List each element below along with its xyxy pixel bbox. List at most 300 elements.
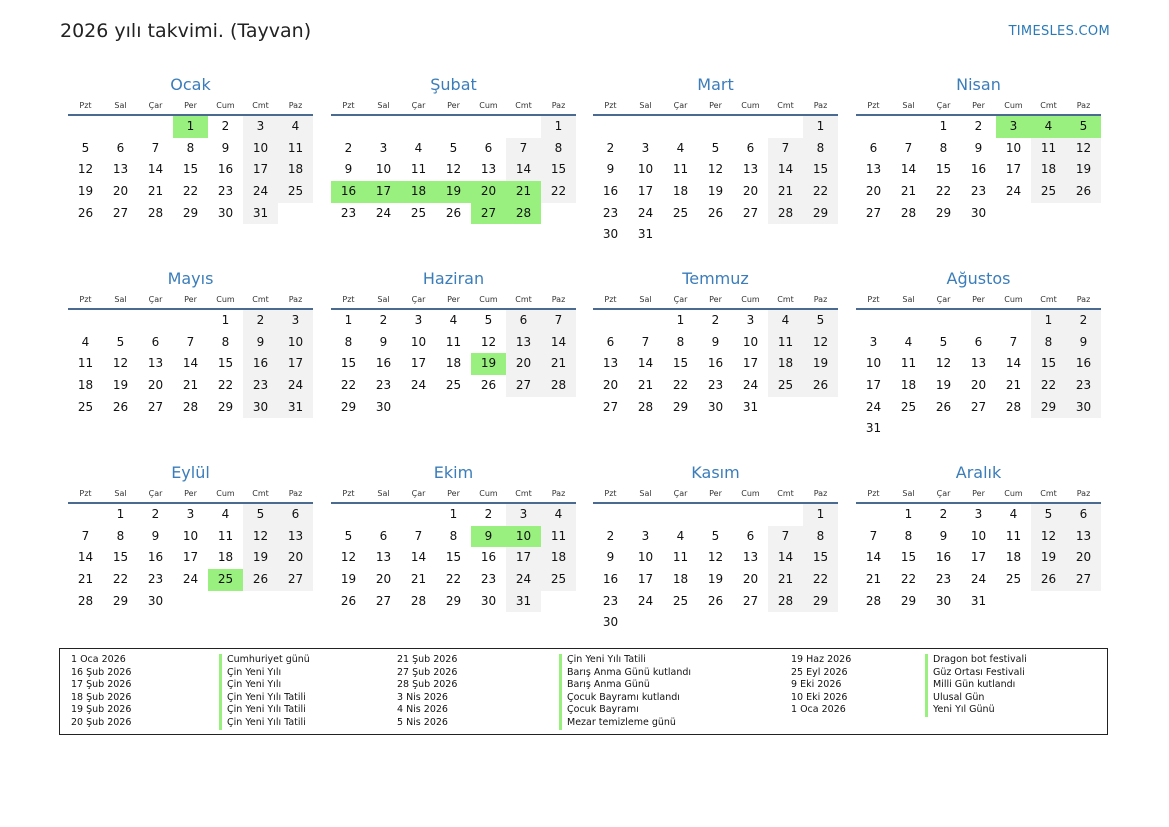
day-cell: 11 bbox=[541, 526, 576, 548]
legend-holiday-date: 18 Şub 2026 bbox=[71, 691, 132, 703]
day-cell: 3 bbox=[974, 507, 983, 521]
day-cell: 15 bbox=[182, 162, 199, 177]
day-cell: 8 bbox=[939, 140, 948, 155]
month-name: Şubat bbox=[430, 75, 477, 94]
weekday-label: Cmt bbox=[777, 100, 794, 110]
day-cell: 9 bbox=[344, 162, 353, 177]
day-cell: 7 bbox=[869, 528, 878, 543]
day-cell: 1 bbox=[116, 507, 125, 521]
day-cell: 27 bbox=[1066, 569, 1101, 591]
day-cell: 14 bbox=[77, 550, 94, 565]
day-cell: 25 bbox=[410, 205, 427, 220]
day-cell: 30 bbox=[970, 205, 987, 220]
day-cell: 19 bbox=[243, 547, 278, 569]
month-block bbox=[593, 268, 838, 418]
weekday-label: Sal bbox=[377, 488, 390, 498]
day-grid bbox=[68, 504, 313, 612]
day-cell: 14 bbox=[768, 159, 803, 181]
legend-holiday-name: Mezar temizleme günü bbox=[559, 717, 691, 730]
day-cell: 17 bbox=[1005, 162, 1022, 177]
day-cell: 14 bbox=[1005, 356, 1022, 371]
day-cell: 9 bbox=[379, 334, 388, 349]
day-cell: 27 bbox=[970, 399, 987, 414]
weekday-label: Çar bbox=[673, 294, 688, 304]
empty-cell bbox=[103, 310, 138, 332]
legend-holiday-name: Çocuk Bayramı bbox=[559, 704, 691, 717]
legend-holiday-name: Çocuk Bayramı kutlandı bbox=[559, 692, 691, 705]
day-cell: 26 bbox=[77, 205, 94, 220]
day-cell: 11 bbox=[410, 162, 427, 177]
day-cell: 12 bbox=[707, 162, 724, 177]
weekday-label: Cum bbox=[479, 294, 498, 304]
weekday-label: Cmt bbox=[252, 100, 269, 110]
day-cell: 29 bbox=[217, 399, 234, 414]
day-cell: 1 bbox=[803, 504, 838, 526]
day-cell: 4 bbox=[414, 140, 423, 155]
day-cell: 20 bbox=[506, 353, 541, 375]
day-cell: 3 bbox=[379, 140, 388, 155]
weekday-label: Cmt bbox=[515, 488, 532, 498]
day-cell: 26 bbox=[935, 399, 952, 414]
day-cell: 16 bbox=[602, 572, 619, 587]
day-cell: 26 bbox=[340, 593, 357, 608]
empty-cell bbox=[856, 116, 891, 138]
day-cell: 29 bbox=[1031, 397, 1066, 419]
legend-holiday-date: 3 Nis 2026 bbox=[397, 691, 448, 703]
day-cell: 11 bbox=[278, 138, 313, 160]
day-cell: 7 bbox=[81, 528, 90, 543]
holiday-day-cell: 28 bbox=[506, 203, 541, 225]
day-cell: 27 bbox=[865, 205, 882, 220]
day-cell: 28 bbox=[147, 205, 164, 220]
legend-holiday-date: 4 Nis 2026 bbox=[397, 704, 448, 716]
day-cell: 5 bbox=[243, 504, 278, 526]
weekday-label: Çar bbox=[411, 294, 426, 304]
day-cell: 20 bbox=[112, 184, 129, 199]
day-cell: 28 bbox=[900, 205, 917, 220]
weekday-label: Cmt bbox=[252, 488, 269, 498]
day-cell: 9 bbox=[974, 140, 983, 155]
day-cell: 20 bbox=[375, 572, 392, 587]
weekday-label: Pzt bbox=[342, 488, 355, 498]
day-cell: 20 bbox=[865, 184, 882, 199]
day-cell: 25 bbox=[278, 181, 313, 203]
legend-holiday-date: 1 Oca 2026 bbox=[71, 654, 126, 665]
day-cell: 24 bbox=[637, 205, 654, 220]
day-cell: 12 bbox=[243, 526, 278, 548]
legend-holiday-date: 21 Şub 2026 bbox=[397, 654, 458, 665]
day-cell: 7 bbox=[768, 526, 803, 548]
day-cell: 19 bbox=[112, 378, 129, 393]
holiday-day-cell: 21 bbox=[506, 181, 541, 203]
day-cell: 11 bbox=[445, 334, 462, 349]
weekday-label: Sal bbox=[902, 100, 915, 110]
day-cell: 25 bbox=[541, 569, 576, 591]
day-cell: 26 bbox=[480, 378, 497, 393]
day-cell: 13 bbox=[742, 162, 759, 177]
weekday-label: Cmt bbox=[252, 294, 269, 304]
day-cell: 11 bbox=[1005, 528, 1022, 543]
day-cell: 28 bbox=[541, 375, 576, 397]
day-cell: 11 bbox=[1031, 138, 1066, 160]
day-cell: 7 bbox=[1009, 334, 1018, 349]
empty-cell bbox=[68, 504, 103, 526]
holiday-day-cell: 17 bbox=[366, 181, 401, 203]
day-cell: 4 bbox=[81, 334, 90, 349]
weekday-label: Çar bbox=[673, 488, 688, 498]
legend-holiday-name: Barış Anma Günü kutlandı bbox=[559, 667, 691, 680]
weekday-label: Cum bbox=[741, 488, 760, 498]
day-cell: 8 bbox=[541, 138, 576, 160]
holiday-day-cell: 3 bbox=[996, 116, 1031, 138]
day-cell: 23 bbox=[707, 378, 724, 393]
weekday-label: Cum bbox=[479, 488, 498, 498]
day-cell: 30 bbox=[602, 227, 619, 242]
weekday-label: Paz bbox=[813, 488, 828, 498]
month-block bbox=[68, 462, 313, 612]
day-cell: 18 bbox=[1031, 159, 1066, 181]
day-cell: 20 bbox=[742, 572, 759, 587]
day-cell: 29 bbox=[803, 203, 838, 225]
month-name: Temmuz bbox=[682, 269, 749, 288]
weekday-label: Çar bbox=[411, 100, 426, 110]
day-cell: 28 bbox=[77, 593, 94, 608]
empty-cell bbox=[856, 504, 891, 526]
day-cell: 30 bbox=[1066, 397, 1101, 419]
legend-holiday-date: 10 Eki 2026 bbox=[791, 691, 848, 703]
day-cell: 12 bbox=[935, 356, 952, 371]
weekday-label: Sal bbox=[377, 294, 390, 304]
day-grid bbox=[856, 116, 1101, 224]
day-cell: 10 bbox=[970, 528, 987, 543]
legend-holiday-date: 27 Şub 2026 bbox=[397, 666, 458, 678]
empty-cell bbox=[506, 116, 541, 138]
day-cell: 12 bbox=[77, 162, 94, 177]
day-cell: 4 bbox=[541, 504, 576, 526]
day-cell: 31 bbox=[278, 397, 313, 419]
day-cell: 13 bbox=[506, 332, 541, 354]
day-cell: 15 bbox=[803, 547, 838, 569]
weekday-label: Çar bbox=[936, 294, 951, 304]
weekday-label: Paz bbox=[813, 294, 828, 304]
day-cell: 4 bbox=[278, 116, 313, 138]
day-cell: 6 bbox=[151, 334, 160, 349]
day-cell: 23 bbox=[935, 572, 952, 587]
day-cell: 23 bbox=[147, 572, 164, 587]
day-cell: 8 bbox=[676, 334, 685, 349]
day-cell: 18 bbox=[768, 353, 803, 375]
legend-holiday-date: 17 Şub 2026 bbox=[71, 679, 132, 691]
month-name: Ekim bbox=[433, 463, 474, 482]
day-cell: 29 bbox=[182, 205, 199, 220]
day-cell: 4 bbox=[768, 310, 803, 332]
weekday-label: Cmt bbox=[777, 488, 794, 498]
weekday-label: Sal bbox=[639, 100, 652, 110]
weekday-label: Per bbox=[184, 488, 197, 498]
day-cell: 11 bbox=[672, 162, 689, 177]
day-cell: 8 bbox=[116, 528, 125, 543]
weekday-label: Cum bbox=[1004, 488, 1023, 498]
day-cell: 6 bbox=[746, 528, 755, 543]
weekday-label: Cmt bbox=[777, 294, 794, 304]
day-cell: 30 bbox=[935, 593, 952, 608]
weekday-label: Sal bbox=[902, 294, 915, 304]
day-cell: 3 bbox=[641, 140, 650, 155]
empty-cell bbox=[663, 504, 698, 526]
weekday-label: Paz bbox=[1076, 488, 1091, 498]
weekday-label: Per bbox=[709, 294, 722, 304]
legend-dates-col3 bbox=[791, 654, 851, 717]
day-cell: 23 bbox=[243, 375, 278, 397]
day-cell: 20 bbox=[278, 547, 313, 569]
day-cell: 13 bbox=[742, 550, 759, 565]
day-cell: 9 bbox=[606, 162, 615, 177]
site-link[interactable]: TIMESLES.COM bbox=[1008, 24, 1110, 39]
month-block bbox=[331, 268, 576, 418]
weekday-header bbox=[331, 484, 576, 504]
day-cell: 12 bbox=[340, 550, 357, 565]
day-cell: 29 bbox=[935, 205, 952, 220]
day-cell: 22 bbox=[541, 181, 576, 203]
day-cell: 7 bbox=[641, 334, 650, 349]
legend-names-col1 bbox=[219, 654, 310, 730]
day-cell: 26 bbox=[1031, 569, 1066, 591]
empty-cell bbox=[103, 116, 138, 138]
day-cell: 17 bbox=[182, 550, 199, 565]
month-block bbox=[856, 268, 1101, 440]
weekday-label: Pzt bbox=[342, 294, 355, 304]
month-name: Haziran bbox=[422, 269, 485, 288]
month-block bbox=[331, 74, 576, 224]
day-cell: 30 bbox=[147, 593, 164, 608]
legend-holiday-date: 28 Şub 2026 bbox=[397, 679, 458, 691]
legend-holiday-date: 19 Haz 2026 bbox=[791, 654, 852, 665]
day-cell: 3 bbox=[243, 116, 278, 138]
day-cell: 17 bbox=[865, 378, 882, 393]
day-cell: 10 bbox=[637, 550, 654, 565]
day-cell: 17 bbox=[506, 547, 541, 569]
day-cell: 29 bbox=[672, 399, 689, 414]
day-cell: 29 bbox=[803, 591, 838, 613]
weekday-label: Paz bbox=[288, 488, 303, 498]
day-cell: 14 bbox=[410, 550, 427, 565]
day-cell: 10 bbox=[182, 528, 199, 543]
day-cell: 21 bbox=[1005, 378, 1022, 393]
day-cell: 5 bbox=[449, 140, 458, 155]
day-cell: 2 bbox=[344, 140, 353, 155]
day-cell: 23 bbox=[602, 205, 619, 220]
day-cell: 9 bbox=[151, 528, 160, 543]
day-cell: 11 bbox=[217, 528, 234, 543]
weekday-label: Per bbox=[447, 100, 460, 110]
legend-holiday-name: Yeni Yıl Günü bbox=[925, 704, 1027, 717]
day-cell: 11 bbox=[768, 332, 803, 354]
holiday-day-cell: 27 bbox=[471, 203, 506, 225]
day-cell: 9 bbox=[1066, 332, 1101, 354]
weekday-label: Per bbox=[184, 294, 197, 304]
day-cell: 15 bbox=[340, 356, 357, 371]
empty-cell bbox=[628, 310, 663, 332]
day-cell: 8 bbox=[803, 138, 838, 160]
day-cell: 10 bbox=[278, 332, 313, 354]
day-cell: 21 bbox=[410, 572, 427, 587]
day-cell: 19 bbox=[340, 572, 357, 587]
day-cell: 2 bbox=[606, 528, 615, 543]
day-cell: 2 bbox=[379, 313, 388, 327]
day-cell: 21 bbox=[637, 378, 654, 393]
holiday-day-cell: 19 bbox=[436, 181, 471, 203]
weekday-label: Pzt bbox=[867, 100, 880, 110]
weekday-label: Sal bbox=[902, 488, 915, 498]
day-cell: 25 bbox=[900, 399, 917, 414]
day-cell: 22 bbox=[340, 378, 357, 393]
day-cell: 10 bbox=[1005, 140, 1022, 155]
weekday-label: Cmt bbox=[1040, 294, 1057, 304]
day-cell: 24 bbox=[182, 572, 199, 587]
weekday-label: Pzt bbox=[79, 488, 92, 498]
legend-holiday-name: Çin Yeni Yılı bbox=[219, 667, 310, 680]
day-cell: 2 bbox=[939, 507, 948, 521]
day-cell: 2 bbox=[151, 507, 160, 521]
weekday-label: Pzt bbox=[604, 294, 617, 304]
day-cell: 12 bbox=[1031, 526, 1066, 548]
weekday-header bbox=[593, 290, 838, 310]
weekday-label: Cum bbox=[216, 488, 235, 498]
day-cell: 28 bbox=[637, 399, 654, 414]
day-cell: 18 bbox=[77, 378, 94, 393]
day-cell: 30 bbox=[243, 397, 278, 419]
day-cell: 17 bbox=[742, 356, 759, 371]
day-cell: 24 bbox=[637, 593, 654, 608]
day-cell: 19 bbox=[707, 184, 724, 199]
day-cell: 16 bbox=[243, 353, 278, 375]
day-cell: 26 bbox=[1066, 181, 1101, 203]
day-cell: 15 bbox=[900, 550, 917, 565]
day-cell: 14 bbox=[182, 356, 199, 371]
day-cell: 5 bbox=[116, 334, 125, 349]
day-cell: 27 bbox=[112, 205, 129, 220]
day-cell: 6 bbox=[484, 140, 493, 155]
day-cell: 18 bbox=[672, 572, 689, 587]
day-cell: 14 bbox=[768, 547, 803, 569]
day-cell: 6 bbox=[606, 334, 615, 349]
day-cell: 22 bbox=[1031, 375, 1066, 397]
day-cell: 14 bbox=[900, 162, 917, 177]
day-cell: 22 bbox=[217, 378, 234, 393]
day-cell: 7 bbox=[541, 310, 576, 332]
weekday-label: Cum bbox=[1004, 100, 1023, 110]
holiday-day-cell: 25 bbox=[208, 569, 243, 591]
day-cell: 2 bbox=[974, 119, 983, 133]
day-cell: 15 bbox=[803, 159, 838, 181]
day-cell: 27 bbox=[742, 593, 759, 608]
day-cell: 7 bbox=[506, 138, 541, 160]
day-cell: 26 bbox=[803, 375, 838, 397]
holiday-day-cell: 5 bbox=[1066, 116, 1101, 138]
empty-cell bbox=[401, 504, 436, 526]
day-cell: 19 bbox=[1031, 547, 1066, 569]
day-cell: 24 bbox=[865, 399, 882, 414]
day-cell: 7 bbox=[414, 528, 423, 543]
holiday-day-cell: 9 bbox=[471, 526, 506, 548]
empty-cell bbox=[891, 310, 926, 332]
day-cell: 4 bbox=[904, 334, 913, 349]
day-cell: 5 bbox=[803, 310, 838, 332]
day-cell: 10 bbox=[742, 334, 759, 349]
day-cell: 24 bbox=[375, 205, 392, 220]
month-name: Ağustos bbox=[946, 269, 1011, 288]
month-block bbox=[331, 462, 576, 612]
empty-cell bbox=[593, 504, 628, 526]
day-cell: 7 bbox=[768, 138, 803, 160]
day-cell: 27 bbox=[278, 569, 313, 591]
holiday-day-cell: 20 bbox=[471, 181, 506, 203]
month-block bbox=[593, 462, 838, 634]
day-cell: 26 bbox=[707, 593, 724, 608]
weekday-header bbox=[68, 96, 313, 116]
weekday-label: Per bbox=[709, 100, 722, 110]
empty-cell bbox=[663, 116, 698, 138]
day-grid bbox=[593, 116, 838, 246]
legend-holiday-name: Dragon bot festivali bbox=[925, 654, 1027, 667]
day-cell: 16 bbox=[147, 550, 164, 565]
day-cell: 15 bbox=[217, 356, 234, 371]
day-cell: 1 bbox=[803, 116, 838, 138]
day-cell: 5 bbox=[1031, 504, 1066, 526]
weekday-label: Cum bbox=[479, 100, 498, 110]
month-block bbox=[68, 74, 313, 224]
weekday-label: Per bbox=[972, 488, 985, 498]
legend-holiday-name: Güz Ortası Festivali bbox=[925, 667, 1027, 680]
empty-cell bbox=[366, 116, 401, 138]
empty-cell bbox=[698, 116, 733, 138]
day-cell: 6 bbox=[746, 140, 755, 155]
day-grid bbox=[331, 116, 576, 224]
legend-holiday-name: Ulusal Gün bbox=[925, 692, 1027, 705]
empty-cell bbox=[401, 116, 436, 138]
day-grid bbox=[593, 504, 838, 634]
empty-cell bbox=[331, 504, 366, 526]
month-block bbox=[856, 462, 1101, 612]
day-cell: 1 bbox=[904, 507, 913, 521]
day-cell: 28 bbox=[768, 591, 803, 613]
day-cell: 23 bbox=[217, 184, 234, 199]
weekday-label: Pzt bbox=[604, 100, 617, 110]
day-cell: 1 bbox=[676, 313, 685, 327]
day-cell: 21 bbox=[541, 353, 576, 375]
day-cell: 18 bbox=[1005, 550, 1022, 565]
day-grid bbox=[593, 310, 838, 418]
legend-holiday-name: Çin Yeni Yılı Tatili bbox=[219, 717, 310, 730]
empty-cell bbox=[593, 116, 628, 138]
day-cell: 20 bbox=[602, 378, 619, 393]
day-cell: 4 bbox=[1009, 507, 1018, 521]
day-cell: 23 bbox=[375, 378, 392, 393]
day-cell: 22 bbox=[900, 572, 917, 587]
legend-holiday-date: 25 Eyl 2026 bbox=[791, 666, 848, 678]
day-cell: 2 bbox=[606, 140, 615, 155]
day-cell: 10 bbox=[410, 334, 427, 349]
day-cell: 8 bbox=[1031, 332, 1066, 354]
holiday-day-cell: 16 bbox=[331, 181, 366, 203]
weekday-label: Paz bbox=[288, 294, 303, 304]
day-cell: 24 bbox=[278, 375, 313, 397]
weekday-header bbox=[593, 484, 838, 504]
day-cell: 30 bbox=[707, 399, 724, 414]
legend-holiday-date: 20 Şub 2026 bbox=[71, 716, 132, 728]
weekday-label: Paz bbox=[551, 100, 566, 110]
day-cell: 29 bbox=[112, 593, 129, 608]
